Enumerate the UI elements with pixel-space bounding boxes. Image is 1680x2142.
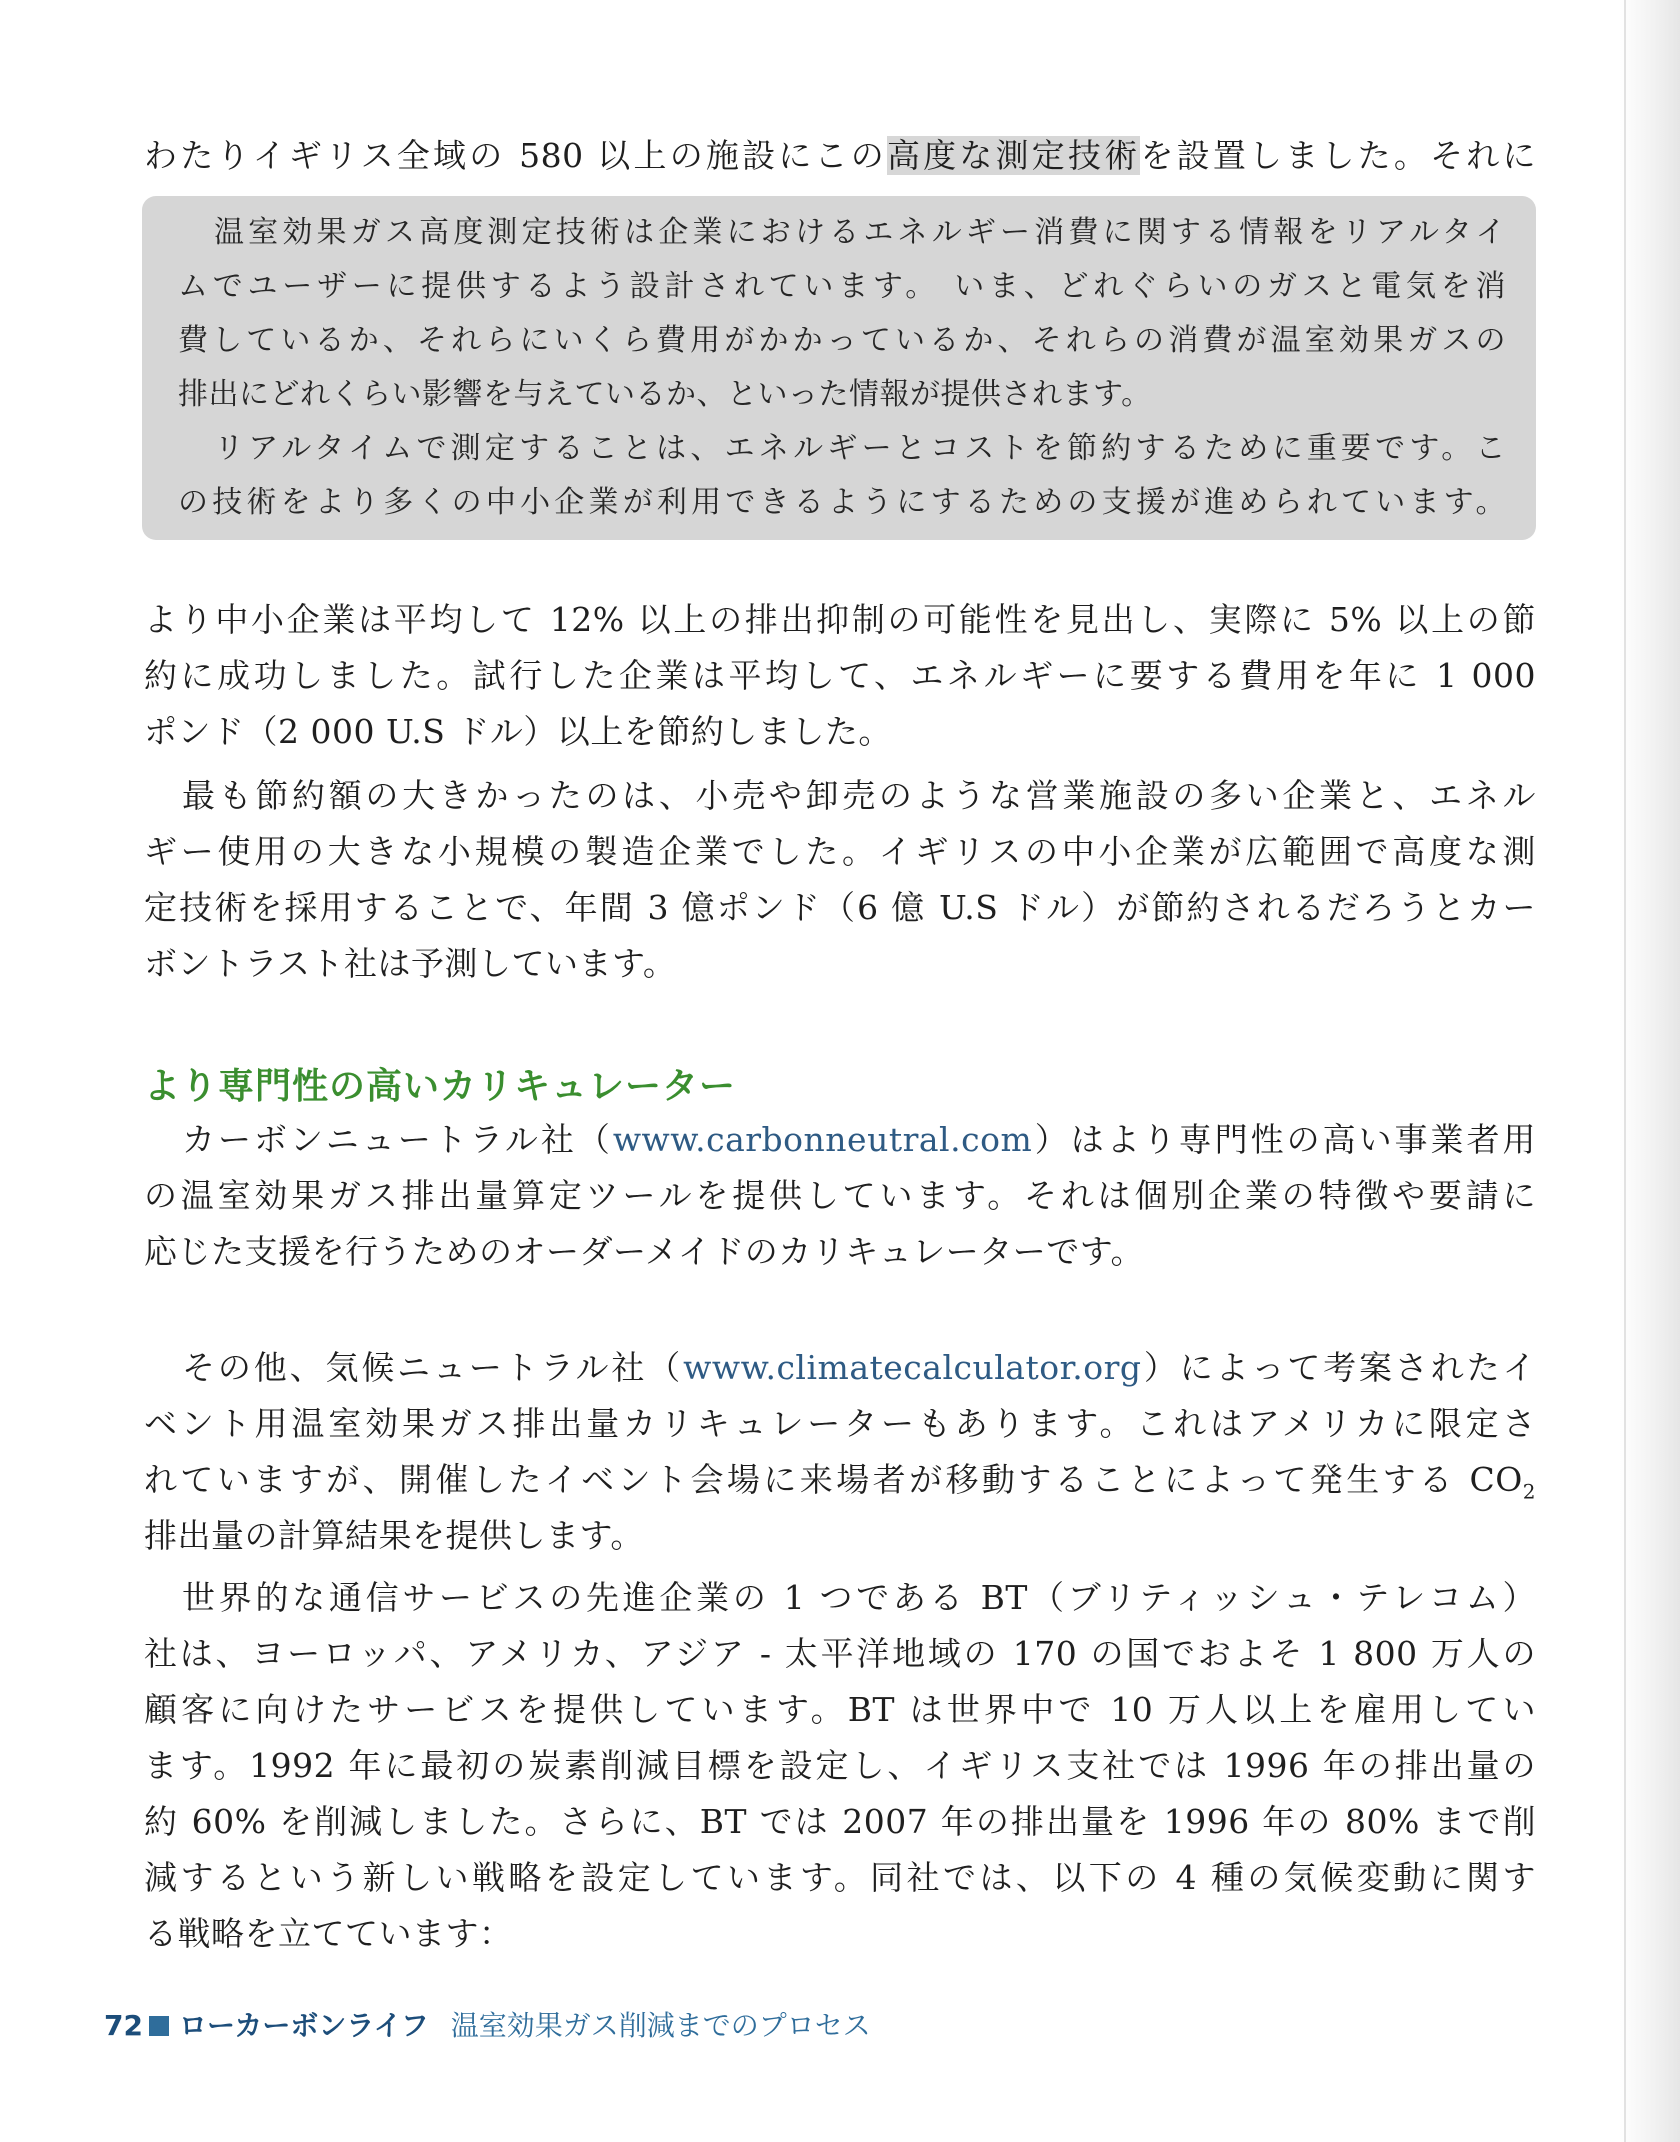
body-line xyxy=(144,1340,1536,1396)
body-line xyxy=(144,1452,1536,1508)
info-box-line: の技術をより多くの中小企業が利用できるようにするための支援が進められています。 xyxy=(178,485,1506,520)
body-line: 減するという新しい戦略を設定しています。同社では、以下の 4 種の気候変動に関す xyxy=(144,1858,1536,1897)
line-text: れていますが、開催したイベント会場に来場者が移動することによって発生する CO xyxy=(144,1460,1523,1499)
info-box-line: リアルタイムで測定することは、エネルギーとコストを節約するために重要です。こ xyxy=(214,431,1506,466)
body-line xyxy=(144,1112,1536,1168)
carbonneutral-url: www.carbonneutral.com xyxy=(612,1120,1033,1159)
paragraph-carbonneutral xyxy=(144,1112,1536,1280)
highlighted-term: 高度な測定技術 xyxy=(886,136,1141,175)
body-line: 約 60% を削減しました。さらに、BT では 2007 年の排出量を 1996 年の 80% まで削 xyxy=(144,1802,1536,1841)
body-line: ボントラスト社は予測しています。 xyxy=(144,944,677,983)
top-line xyxy=(144,128,1536,184)
paragraph-climatecalculator xyxy=(144,1340,1536,1564)
page-footer xyxy=(104,2004,871,2044)
top-paragraph xyxy=(144,128,1536,184)
body-line: の温室効果ガス排出量算定ツールを提供しています。それは個別企業の特徴や要請に xyxy=(144,1176,1536,1215)
body-line: ポンド（2 000 U.S ドル）以上を節約しました。 xyxy=(144,712,892,751)
body-line: 社は、ヨーロッパ、アメリカ、アジア - 太平洋地域の 170 の国でおよそ 1 800 万人の xyxy=(144,1634,1536,1673)
section-heading: より専門性の高いカリキュレーター xyxy=(144,1066,737,1107)
body-line: 約に成功しました。試行した企業は平均して、エネルギーに要する費用を年に 1 000 xyxy=(144,656,1536,695)
body-line: る戦略を立てています： xyxy=(144,1914,513,1953)
body-line: 定技術を採用することで、年間 3 億ポンド（6 億 U.S ドル）が節約されるだろうとカー xyxy=(144,888,1536,927)
chapter-title: 温室効果ガス削減までのプロセス xyxy=(450,2009,871,2042)
body-line: 世界的な通信サービスの先進企業の 1 つである BT（ブリティッシュ・テレコム） xyxy=(182,1578,1536,1617)
info-box-line: 排出にどれくらい影響を与えているか、といった情報が提供されます。 xyxy=(178,377,1152,412)
square-bullet-icon xyxy=(149,2016,169,2036)
co2-subscript: 2 xyxy=(1522,1479,1536,1504)
line-text: その他、気候ニュートラル社（ xyxy=(182,1348,684,1387)
climatecalculator-url: www.climatecalculator.org xyxy=(683,1348,1142,1387)
info-box-line: ムでユーザーに提供するよう設計されています。 いま、どれぐらいのガスと電気を消 xyxy=(178,269,1506,304)
body-line: ます。1992 年に最初の炭素削減目標を設定し、イギリス支社では 1996 年の排出量の xyxy=(144,1746,1536,1785)
line-text: カーボンニュートラル社（ xyxy=(182,1120,613,1159)
info-box-line: 温室効果ガス高度測定技術は企業におけるエネルギー消費に関する情報をリアルタイ xyxy=(214,215,1506,250)
body-line: 最も節約額の大きかったのは、小売や卸売のような営業施設の多い企業と、エネル xyxy=(182,776,1536,815)
body-line: ベント用温室効果ガス排出量カリキュレーターもあります。これはアメリカに限定さ xyxy=(144,1404,1536,1443)
body-line: 応じた支援を行うためのオーダーメイドのカリキュレーターです。 xyxy=(144,1232,1145,1271)
page-edge-shadow xyxy=(1620,0,1680,2142)
line-text: ）によって考案されたイ xyxy=(1141,1348,1537,1387)
page-edge-line xyxy=(1624,0,1626,2142)
paragraph-savings xyxy=(144,768,1536,992)
body-line: 排出量の計算結果を提供します。 xyxy=(144,1516,644,1555)
body-line: より中小企業は平均して 12% 以上の排出抑制の可能性を見出し、実際に 5% 以上の節 xyxy=(144,600,1536,639)
body-line: 顧客に向けたサービスを提供しています。BT は世界中で 10 万人以上を雇用してい xyxy=(144,1690,1536,1729)
info-box-content xyxy=(178,206,1506,530)
paragraph-results xyxy=(144,592,1536,760)
body-line: ギー使用の大きな小規模の製造企業でした。イギリスの中小企業が広範囲で高度な測 xyxy=(144,832,1536,871)
paragraph-bt xyxy=(144,1570,1536,1962)
top-line-text-after: を設置しました。それに xyxy=(1140,136,1537,175)
book-title: ローカーボンライフ xyxy=(178,2009,429,2042)
line-text: ）はより専門性の高い事業者用 xyxy=(1032,1120,1537,1159)
top-line-text-before: わたりイギリス全域の 580 以上の施設にこの xyxy=(144,136,887,175)
info-box xyxy=(142,196,1536,540)
page-number: 72 xyxy=(104,2009,143,2042)
info-box-line: 費しているか、それらにいくら費用がかかっているか、それらの消費が温室効果ガスの xyxy=(178,323,1506,358)
